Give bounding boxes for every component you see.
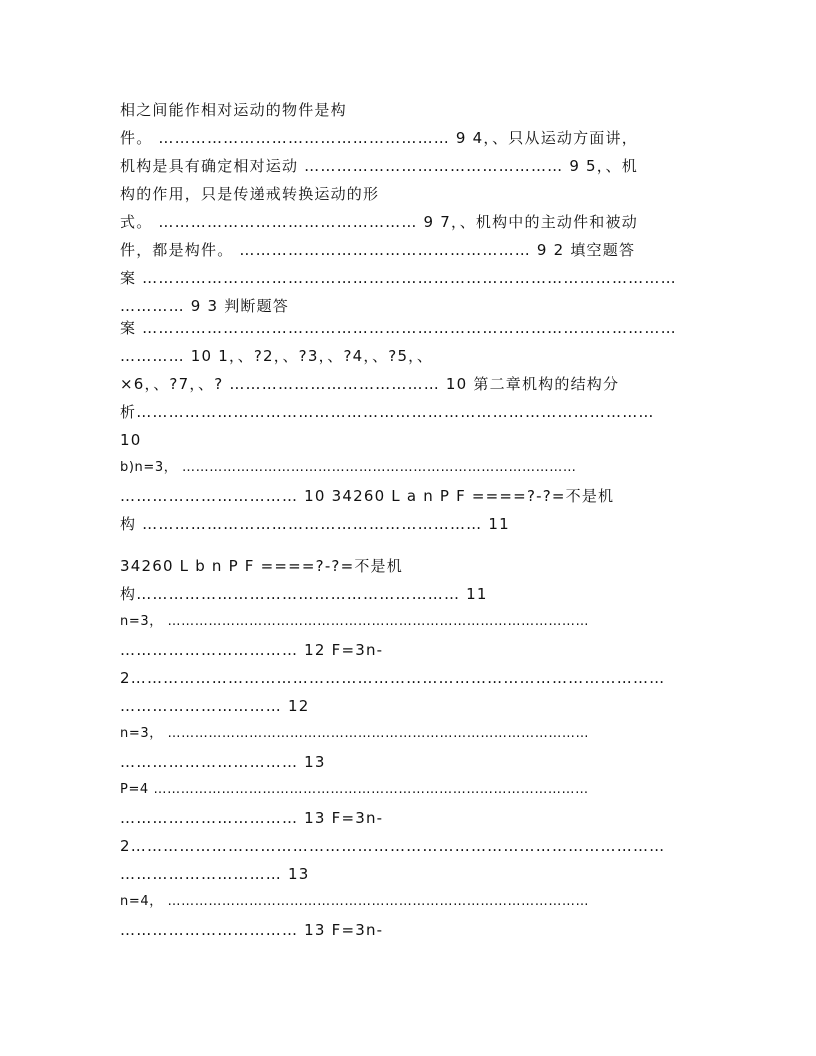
toc-line: n=3， …………………………………………………………………………………: [120, 614, 590, 629]
toc-line: …………………………… 13 F=3n-: [120, 809, 384, 827]
toc-line: b)n=3， ……………………………………………………………………………: [120, 460, 577, 475]
toc-line: 10: [120, 431, 142, 449]
toc-line: ………………………… 13: [120, 865, 310, 883]
toc-line: ………… 9 3 判断题答: [120, 297, 289, 315]
toc-line: 析……………………………………………………………………………………: [120, 403, 655, 421]
toc-line: …………………………… 13: [120, 753, 326, 771]
toc-line: ………………………… 12: [120, 697, 310, 715]
toc-line: 件，都是构件。 ……………………………………………… 9 2 填空题答: [120, 241, 636, 259]
toc-line: 构 ……………………………………………………… 11: [120, 515, 510, 533]
toc-line: …………………………… 12 F=3n-: [120, 641, 384, 659]
toc-line: ………… 10 1，、?2，、?3，、?4，、?5，、: [120, 347, 434, 365]
toc-line: 2………………………………………………………………………………………: [120, 837, 666, 855]
toc-line: 件。 ……………………………………………… 9 4，、只从运动方面讲，: [120, 129, 638, 147]
toc-line: 案 ………………………………………………………………………………………: [120, 319, 677, 337]
toc-line: n=3， …………………………………………………………………………………: [120, 726, 590, 741]
toc-line: 式。 ………………………………………… 9 7，、机构中的主动件和被动: [120, 213, 638, 231]
toc-line: P=4 ……………………………………………………………………………………: [120, 782, 589, 797]
toc-line: …………………………… 13 F=3n-: [120, 921, 384, 939]
toc-line: 2………………………………………………………………………………………: [120, 669, 666, 687]
toc-line: 案 ………………………………………………………………………………………: [120, 269, 677, 287]
toc-line: 相之间能作相对运动的物件是构: [120, 101, 347, 119]
toc-line: 机构是具有确定相对运动 ………………………………………… 9 5，、机: [120, 157, 638, 175]
toc-line: n=4， …………………………………………………………………………………: [120, 894, 590, 909]
toc-line: 构…………………………………………………… 11: [120, 585, 488, 603]
toc-line: 构的作用，只是传递戒转换运动的形: [120, 185, 380, 203]
toc-line: 34260 L b n P F ====?-?=不是机: [120, 557, 403, 575]
toc-line: ×6，、?7，、? ………………………………… 10 第二章机构的结构分: [120, 375, 620, 393]
toc-line: …………………………… 10 34260 L a n P F ====?-?=不是机: [120, 487, 615, 505]
